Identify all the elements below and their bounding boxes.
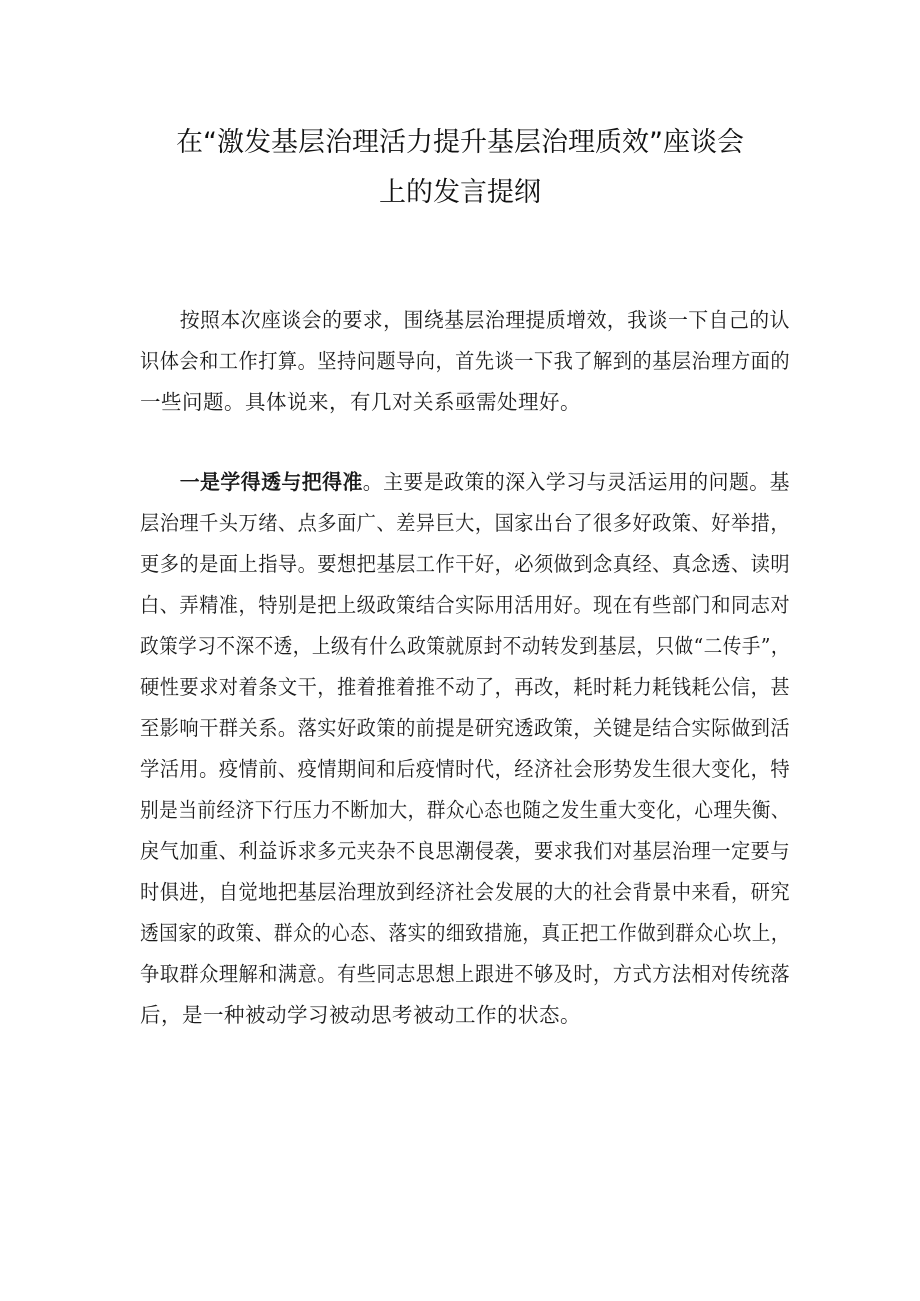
paragraph-line: 一些问题。具体说来，有几对关系亟需处理好。 [140, 390, 581, 414]
paragraph-line: 层治理千头万绪、点多面广、差异巨大，国家出台了很多好政策、好举措， [140, 511, 791, 535]
paragraph-line: 按照本次座谈会的要求，围绕基层治理提质增效，我谈一下自己的认 [179, 308, 790, 332]
point-heading: 一是学得透与把得准 [179, 470, 363, 494]
paragraph-line: 透国家的政策、群众的心态、落实的细致措施，真正把工作做到群众心坎上， [140, 921, 791, 945]
title-line-1: 在“激发基层治理活力提升基层治理质效”座谈会 [176, 127, 744, 158]
paragraph-line: 学活用。疫情前、疫情期间和后疫情时代，经济社会形势发生很大变化，特 [140, 757, 791, 781]
paragraph-first-line-text: 。主要是政策的深入学习与灵活运用的问题。基 [362, 470, 790, 494]
paragraph-line: 后，是一种被动学习被动思考被动工作的状态。 [140, 1003, 581, 1027]
paragraph-line: 时俱进，自觉地把基层治理放到经济社会发展的大的社会背景中来看，研究 [140, 880, 791, 904]
paragraph-line: 戾气加重、利益诉求多元夹杂不良思潮侵袭，要求我们对基层治理一定要与 [140, 839, 791, 863]
paragraph-intro [140, 300, 790, 423]
paragraph-line: 硬性要求对着条文干，推着推着推不动了，再改，耗时耗力耗钱耗公信，甚 [140, 675, 791, 699]
paragraph-line: 识体会和工作打算。坚持问题导向，首先谈一下我了解到的基层治理方面的 [140, 349, 791, 373]
paragraph-line: 别是当前经济下行压力不断加大，群众心态也随之发生重大变化，心理失衡、 [140, 798, 791, 822]
paragraph-first-line [140, 462, 790, 503]
paragraph-line: 白、弄精准，特别是把上级政策结合实际用活用好。现在有些部门和同志对 [140, 593, 791, 617]
paragraph-point-one [140, 462, 790, 1036]
paragraph-line: 至影响干群关系。落实好政策的前提是研究透政策，关键是结合实际做到活 [140, 716, 791, 740]
paragraph-line: 争取群众理解和满意。有些同志思想上跟进不够及时，方式方法相对传统落 [140, 962, 791, 986]
paragraph-line: 更多的是面上指导。要想把基层工作干好，必须做到念真经、真念透、读明 [140, 552, 791, 576]
title-line-2: 上的发言提纲 [379, 177, 541, 208]
document-title [150, 118, 770, 218]
paragraph-line: 政策学习不深不透，上级有什么政策就原封不动转发到基层，只做“二传手”， [140, 634, 790, 658]
